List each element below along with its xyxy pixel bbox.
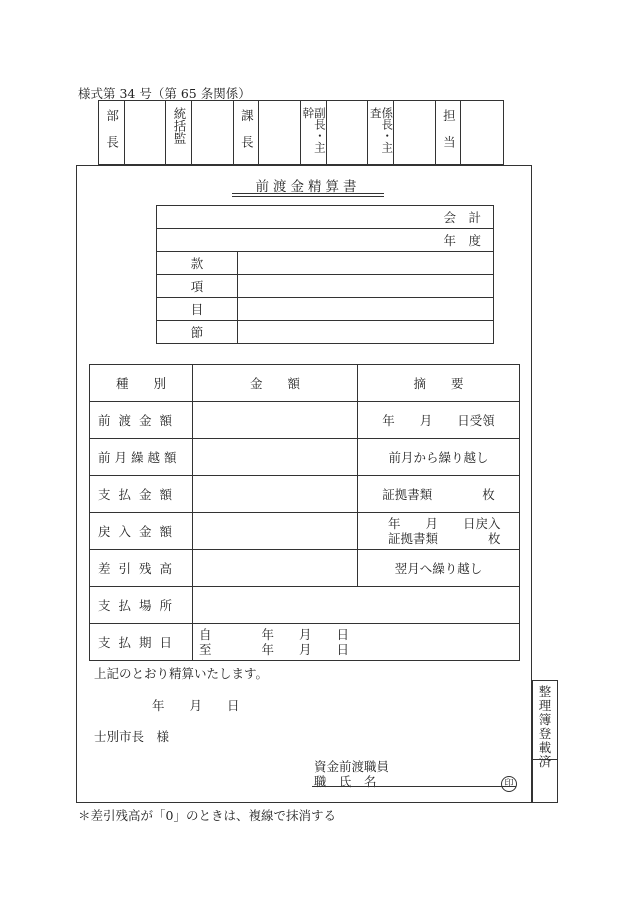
approval-box-tanto[interactable] xyxy=(461,101,503,164)
row-note: 前月から繰り越し xyxy=(358,439,520,476)
period-label: 支払期日 xyxy=(90,624,193,661)
place-field[interactable] xyxy=(193,587,520,624)
approval-box-tokatsukan[interactable] xyxy=(192,101,234,164)
header-kind: 種 別 xyxy=(90,365,193,402)
row-label: 支払金額 xyxy=(90,476,193,513)
date-line[interactable]: 年 月 日 xyxy=(152,698,240,713)
kan-label: 款 xyxy=(157,252,238,275)
row-note: 翌月へ繰り越し xyxy=(358,550,520,587)
title-underline xyxy=(232,193,384,194)
kaikei-cell[interactable]: 会 計 xyxy=(157,206,494,229)
registry-box xyxy=(532,680,558,803)
approval-stamp-row xyxy=(98,100,504,165)
approval-label-tokatsukan: 統括監 xyxy=(166,101,192,164)
row-label: 前渡金額 xyxy=(90,402,193,439)
row-label: 差引残高 xyxy=(90,550,193,587)
form-number: 様式第 34 号（第 65 条関係） xyxy=(78,86,251,101)
row-label: 戻入金額 xyxy=(90,513,193,550)
place-label: 支払場所 xyxy=(90,587,193,624)
row-note: 年 月 日受領 xyxy=(358,402,520,439)
header-amount: 金 額 xyxy=(193,365,358,402)
nendo-cell[interactable]: 年 度 xyxy=(157,229,494,252)
setsu-label: 節 xyxy=(157,321,238,344)
approval-label-bucho: 部長 xyxy=(99,101,125,164)
amount-field[interactable] xyxy=(193,439,358,476)
ko-field[interactable] xyxy=(238,275,494,298)
period-field[interactable] xyxy=(193,624,520,661)
kan-field[interactable] xyxy=(238,252,494,275)
staff-title: 資金前渡職員 xyxy=(314,759,390,774)
settlement-table xyxy=(89,364,520,661)
approval-label-tanto: 担当 xyxy=(436,101,462,164)
row-note-line: 証拠書類 枚 xyxy=(388,531,501,546)
registry-divider xyxy=(533,759,557,760)
period-from: 自 年 月 日 xyxy=(199,627,350,642)
period-to: 至 年 月 日 xyxy=(199,642,350,657)
row-note: 証拠書類 枚 xyxy=(358,476,520,513)
account-table xyxy=(156,205,494,344)
approval-label-kacho: 課長 xyxy=(234,101,260,164)
approval-label-fukucho: 副長・主幹 xyxy=(301,101,327,164)
row-note-line: 年 月 日戻入 xyxy=(388,516,501,531)
registry-label: 整理簿登載済 xyxy=(538,684,552,769)
amount-field[interactable] xyxy=(193,550,358,587)
header-summary: 摘 要 xyxy=(358,365,520,402)
seal-icon: 印 xyxy=(501,771,517,792)
staff-name-label: 職 氏 名 xyxy=(314,774,377,789)
approval-box-kakaricho[interactable] xyxy=(394,101,436,164)
moku-label: 目 xyxy=(157,298,238,321)
amount-field[interactable] xyxy=(193,476,358,513)
ko-label: 項 xyxy=(157,275,238,298)
approval-box-fukucho[interactable] xyxy=(327,101,369,164)
approval-label-kakaricho: 係長・主査 xyxy=(368,101,394,164)
row-label: 前月繰越額 xyxy=(90,439,193,476)
statement-text: 上記のとおり精算いたします。 xyxy=(94,666,269,681)
moku-field[interactable] xyxy=(238,298,494,321)
approval-box-bucho[interactable] xyxy=(125,101,167,164)
amount-field[interactable] xyxy=(193,513,358,550)
amount-field[interactable] xyxy=(193,402,358,439)
signature-underline xyxy=(312,786,516,787)
footnote: ＊差引残高が「0」のときは、複線で抹消する xyxy=(78,808,336,823)
title-underline xyxy=(232,196,384,197)
approval-box-kacho[interactable] xyxy=(259,101,301,164)
form-title: 前渡金精算書 xyxy=(255,179,361,195)
row-note xyxy=(358,513,520,550)
addressee: 士別市長 様 xyxy=(94,729,170,744)
setsu-field[interactable] xyxy=(238,321,494,344)
